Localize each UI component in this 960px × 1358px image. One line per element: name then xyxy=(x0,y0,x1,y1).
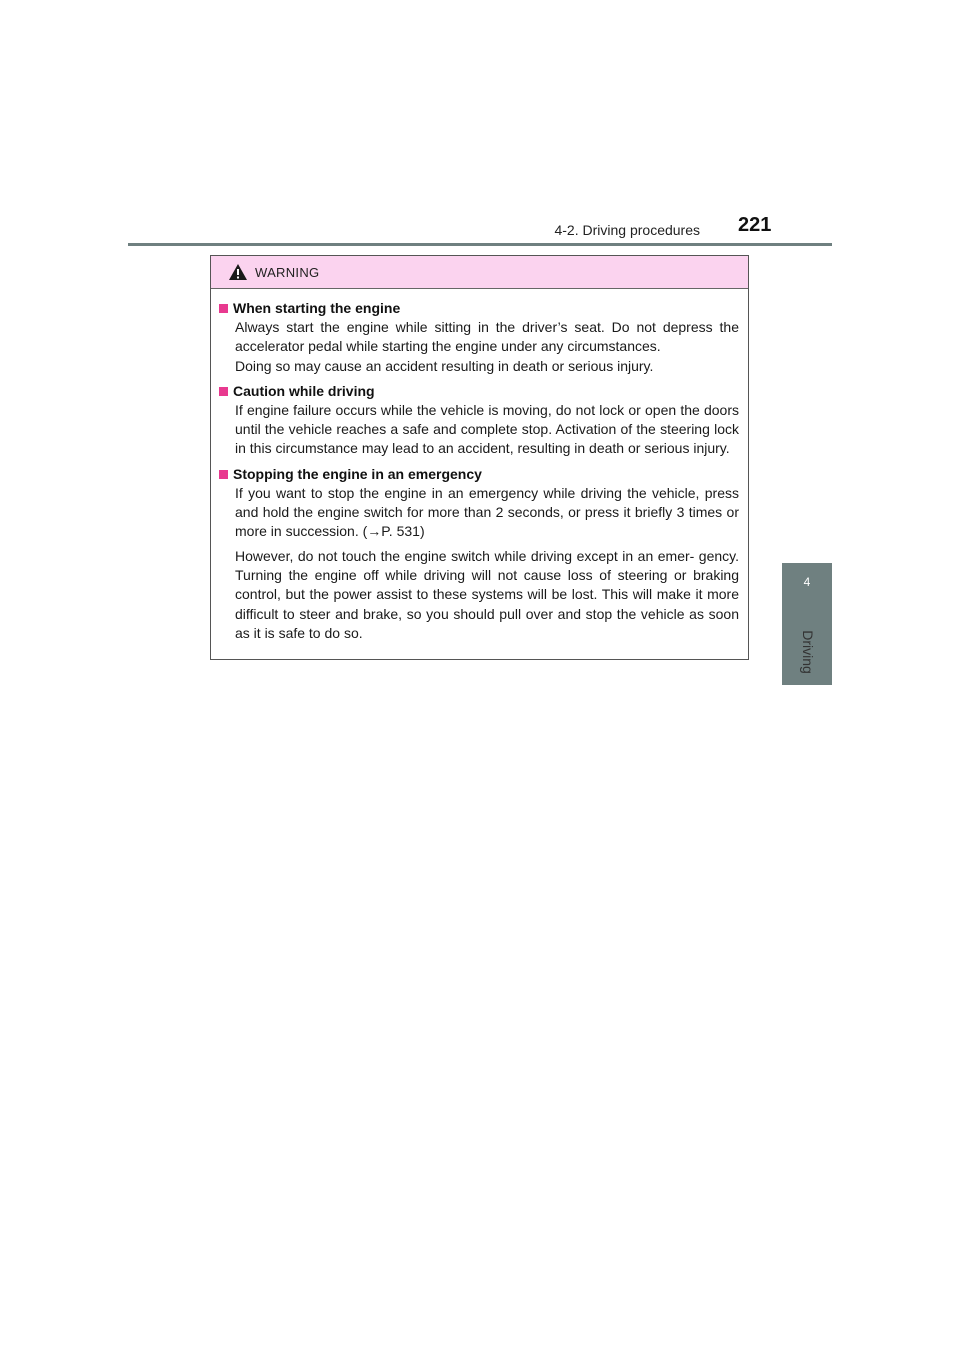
section-heading xyxy=(219,382,739,401)
section-paragraph: However, do not touch the engine switch while driving except in an emer- gency. Turning the engine off while driving will not cause loss of steering or braking control, but the power assist to these systems will be lost. This will make it more difficult to steer and brake, so you should pull over and stop the vehicle as soon as it is safe to do so. xyxy=(235,547,739,641)
warning-box xyxy=(210,255,749,660)
section-heading-text: Stopping the engine in an emergency xyxy=(233,465,482,482)
warning-header xyxy=(211,256,748,289)
header-divider xyxy=(128,243,832,246)
warning-section-emergency-stop xyxy=(219,465,739,643)
warning-title: WARNING xyxy=(255,265,320,280)
section-title: 4-2. Driving procedures xyxy=(554,222,700,238)
section-heading xyxy=(219,299,739,318)
chapter-label: Driving xyxy=(800,630,816,674)
section-heading-text: When starting the engine xyxy=(233,300,401,316)
section-paragraph: Doing so may cause an accident resulting in death or serious injury. xyxy=(235,357,654,374)
section-heading-text: Caution while driving xyxy=(233,382,375,399)
warning-section-caution-driving xyxy=(219,382,739,459)
section-bullet xyxy=(219,304,228,313)
section-paragraph: If engine failure occurs while the vehicle is moving, do not lock or open the doors until the vehicle reaches a safe and complete stop. Activation of the steering lock in this circumstance may lead to an accident, resulting in death or serious injury. xyxy=(235,401,739,457)
warning-section-starting-engine xyxy=(219,299,739,376)
page-number: 221 xyxy=(738,214,772,236)
section-paragraph: If you want to stop the engine in an emergency while driving the vehicle, press and hold the engine switch for more than 2 seconds, or press it briefly 3 times or more in succession. (→P. 531) xyxy=(235,484,739,540)
section-bullet xyxy=(219,387,228,396)
section-paragraph: Always start the engine while sitting in the driver’s seat. Do not depress the accelerator pedal while starting the engine under any circumstances. xyxy=(235,319,739,355)
chapter-number: 4 xyxy=(803,575,811,589)
section-heading xyxy=(219,465,739,484)
warning-triangle-icon xyxy=(228,263,248,281)
section-bullet xyxy=(219,470,228,479)
warning-body xyxy=(211,289,748,643)
